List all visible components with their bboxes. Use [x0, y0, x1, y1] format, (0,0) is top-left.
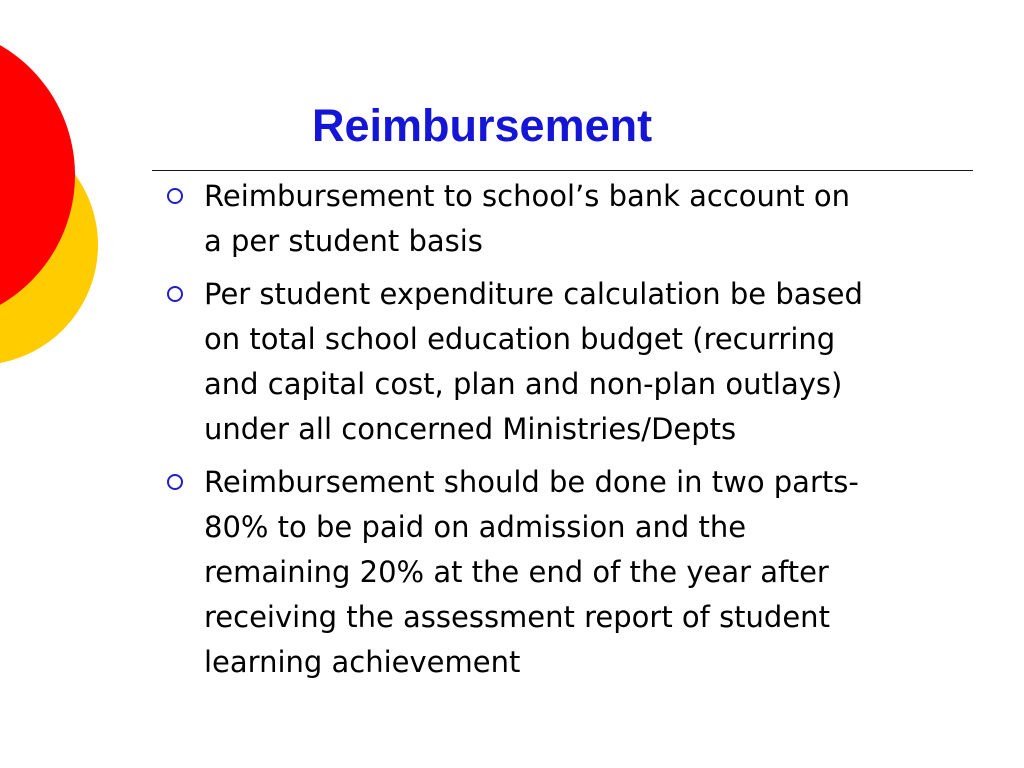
slide-title: Reimbursement [312, 100, 653, 151]
bullet-line: Per student expenditure calculation be based [204, 277, 863, 311]
title-divider [152, 170, 973, 171]
bullet-line: remaining 20% at the end of the year after [204, 555, 829, 589]
circle-bullet-icon [167, 286, 183, 302]
circle-bullet-icon [167, 474, 183, 490]
bullet-line: Reimbursement to school’s bank account on [204, 179, 851, 213]
bullet-line: 80% to be paid on admission and the [204, 510, 747, 544]
bullet-line: receiving the assessment report of student [204, 600, 830, 634]
circle-bullet-icon [167, 188, 183, 204]
bullet-line: under all concerned Ministries/Depts [204, 412, 737, 446]
bullet-item [162, 272, 982, 452]
decorative-circles [0, 0, 120, 420]
bullet-list [162, 174, 982, 693]
bullet-line: Reimbursement should be done in two parts- [204, 465, 859, 499]
bullet-line: and capital cost, plan and non-plan outlays) [204, 367, 843, 401]
bullet-line: a per student basis [204, 224, 483, 258]
bullet-line: learning achievement [204, 645, 521, 679]
bullet-item [162, 460, 982, 685]
bullet-line: on total school education budget (recurring [204, 322, 836, 356]
bullet-item [162, 174, 982, 264]
